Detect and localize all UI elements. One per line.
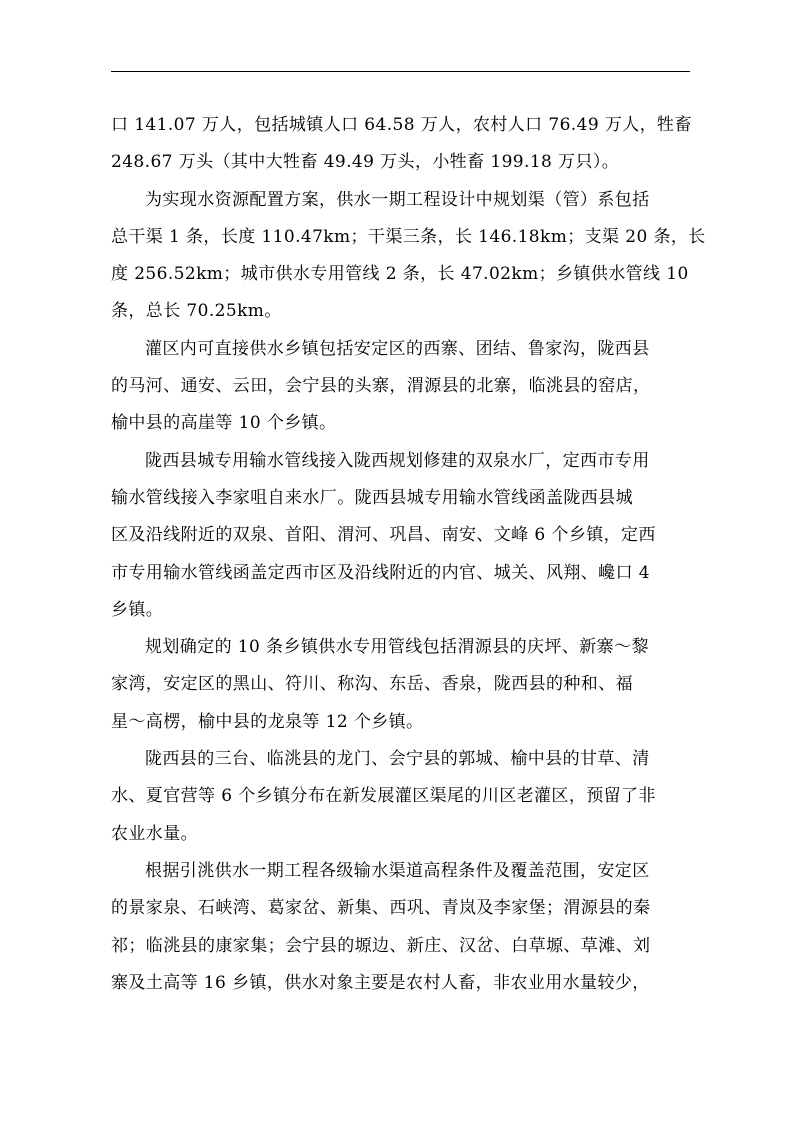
body-line: 星～高楞，榆中县的龙泉等 12 个乡镇。 [111, 711, 424, 732]
body-line: 市专用输水管线函盖定西市区及沿线附近的内官、城关、风翔、巉口 4 [111, 562, 651, 583]
body-line: 乡镇。 [111, 599, 164, 620]
body-line: 祁；临洮县的康家集；会宁县的塬边、新庄、汉岔、白草塬、草滩、刘 [111, 935, 651, 956]
body-line: 总干渠 1 条，长度 110.47km；干渠三条，长 146.18km；支渠 20 条，长 [111, 226, 706, 247]
paragraph-first-line: 灌区内可直接供水乡镇包括安定区的西寨、团结、鲁家沟，陇西县 [145, 338, 650, 359]
body-line: 条，总长 70.25km。 [111, 301, 282, 322]
body-line: 输水管线接入李家咀自来水厂。陇西县城专用输水管线函盖陇西县城 [111, 487, 633, 508]
paragraph-first-line: 陇西县的三台、临洮县的龙门、会宁县的郭城、榆中县的甘草、清 [145, 749, 650, 770]
header-rule [111, 71, 690, 72]
paragraph-first-line: 为实现水资源配置方案，供水一期工程设计中规划渠（管）系包括 [145, 189, 650, 210]
document-body [111, 107, 706, 1002]
body-line: 榆中县的高崖等 10 个乡镇。 [111, 413, 337, 434]
paragraph-first-line: 根据引洮供水一期工程各级输水渠道高程条件及覆盖范围，安定区 [145, 860, 650, 881]
body-line: 区及沿线附近的双泉、首阳、渭河、巩昌、南安、文峰 6 个乡镇，定西 [111, 525, 656, 546]
body-line: 的景家泉、石峡湾、葛家岔、新集、西巩、青岚及李家堡；渭源县的秦 [111, 898, 651, 919]
body-line: 水、夏官营等 6 个乡镇分布在新发展灌区渠尾的川区老灌区，预留了非 [111, 786, 656, 807]
paragraph-first-line: 规划确定的 10 条乡镇供水专用管线包括渭源县的庆坪、新寨～黎 [145, 637, 649, 658]
body-line: 度 256.52km；城市供水专用管线 2 条，长 47.02km；乡镇供水管线 10 [111, 264, 689, 285]
body-line: 的马河、通安、云田，会宁县的头寨，渭源县的北寨，临洮县的窑店， [111, 376, 651, 397]
body-line: 家湾，安定区的黑山、符川、称沟、东岳、香泉，陇西县的种和、福 [111, 674, 633, 695]
body-line: 248.67 万头（其中大牲畜 49.49 万头，小牲畜 199.18 万只）。 [111, 152, 620, 173]
body-line: 农业水量。 [111, 823, 198, 844]
body-line: 口 141.07 万人，包括城镇人口 64.58 万人，农村人口 76.49 万人，牲畜 [111, 115, 692, 135]
paragraph-first-line: 陇西县城专用输水管线接入陇西规划修建的双泉水厂，定西市专用 [145, 450, 650, 471]
body-line: 寨及土高等 16 乡镇，供水对象主要是农村人畜，非农业用水量较少， [111, 972, 650, 993]
